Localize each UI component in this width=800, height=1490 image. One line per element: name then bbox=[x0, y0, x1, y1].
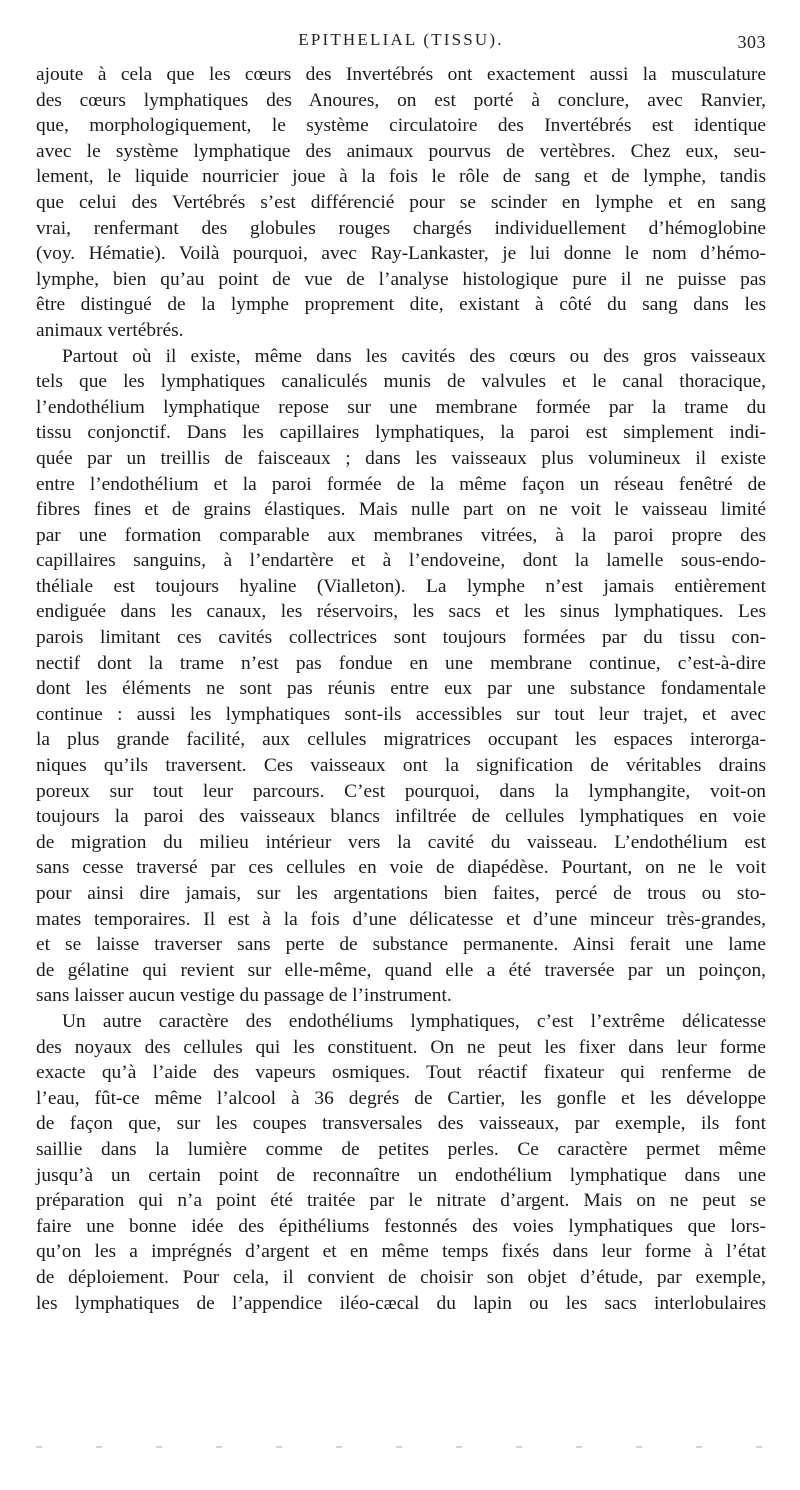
text-line: endiguée dans les canaux, les réservoirs, les sacs et les sinus lymphatiques. Les bbox=[36, 601, 766, 623]
text-line: de déploiement. Pour cela, il convient de choisir son objet d’étude, par exemple, bbox=[36, 1266, 766, 1288]
running-title: EPITHELIAL (TISSU). bbox=[298, 30, 504, 49]
text-line: (voy. Hématie). Voilà pourquoi, avec Ray-Lankaster, je lui donne le nom d’hémo- bbox=[36, 243, 766, 265]
text-line: de migration du milieu intérieur vers la cavité du vaisseau. L’endothélium est bbox=[36, 831, 766, 853]
text-line: de façon que, sur les coupes transversales des vaisseaux, par exemple, ils font bbox=[36, 1113, 766, 1135]
text-line: exacte qu’à l’aide des vapeurs osmiques. Tout réactif fixateur qui renferme de bbox=[36, 1062, 766, 1084]
text-line: que, morphologiquement, le système circulatoire des Invertébrés est identique bbox=[36, 115, 766, 137]
text-line: l’eau, fût-ce même l’alcool à 36 degrés de Cartier, les gonfle et les développe bbox=[36, 1087, 766, 1109]
text-line: que celui des Vertébrés s’est différencié pour se scinder en lymphe et en sang bbox=[36, 191, 766, 213]
text-line: nectif dont la trame n’est pas fondue en une membrane continue, c’est-à-dire bbox=[36, 652, 766, 674]
text-line: et se laisse traverser sans perte de substance permanente. Ainsi ferait une lame bbox=[36, 934, 766, 956]
text-line: tissu conjonctif. Dans les capillaires lymphatiques, la paroi est simplement indi- bbox=[36, 422, 766, 444]
text-line: l’endothélium lymphatique repose sur une membrane formée par la trame du bbox=[36, 396, 766, 418]
text-line: animaux vertébrés. bbox=[36, 319, 184, 341]
text-line: lymphe, bien qu’au point de vue de l’analyse histologique pure il ne puisse pas bbox=[36, 268, 766, 290]
text-line: fibres fines et de grains élastiques. Mais nulle part on ne voit le vaisseau limité bbox=[36, 499, 766, 521]
text-line: des cœurs lymphatiques des Anoures, on est porté à conclure, avec Ranvier, bbox=[36, 89, 766, 111]
text-line: de gélatine qui revient sur elle-même, quand elle a été traversée par un poinçon, bbox=[36, 959, 766, 981]
text-line: sans laisser aucun vestige du passage de l’instrument. bbox=[36, 985, 452, 1007]
paragraph-start-line: Partout où il existe, même dans les cavités des cœurs ou des gros vaisseaux bbox=[62, 345, 766, 367]
text-line: quée par un treillis de faisceaux ; dans les vaisseaux plus volumineux il existe bbox=[36, 447, 766, 469]
text-line: par une formation comparable aux membranes vitrées, à la paroi propre des bbox=[36, 524, 766, 546]
text-line: entre l’endothélium et la paroi formée de la même façon un réseau fenêtré de bbox=[36, 473, 766, 495]
text-line: mates temporaires. Il est à la fois d’une délicatesse et d’une minceur très-grandes, bbox=[36, 908, 766, 930]
text-line: être distingué de la lymphe proprement dite, existant à côté du sang dans les bbox=[36, 294, 766, 316]
text-line: des noyaux des cellules qui les constituent. On ne peut les fixer dans leur forme bbox=[36, 1036, 766, 1058]
text-line: théliale est toujours hyaline (Vialleton). La lymphe n’est jamais entièrement bbox=[36, 575, 766, 597]
bottom-scan-marks bbox=[36, 1446, 766, 1448]
paragraph-start-line: Un autre caractère des endothéliums lymphatiques, c’est l’extrême délicatesse bbox=[62, 1010, 766, 1032]
text-line: qu’on les a imprégnés d’argent et en même temps fixés dans leur forme à l’état bbox=[36, 1241, 766, 1263]
text-line: ajoute à cela que les cœurs des Invertébrés ont exactement aussi la musculature bbox=[36, 64, 766, 85]
text-line: dont les éléments ne sont pas réunis entre eux par une substance fondamentale bbox=[36, 678, 766, 700]
text-line: toujours la paroi des vaisseaux blancs infiltrée de cellules lymphatiques en voie bbox=[36, 806, 766, 828]
running-header bbox=[36, 30, 766, 54]
text-line: les lymphatiques de l’appendice iléo-cæcal du lapin ou les sacs interlobulaires bbox=[36, 1292, 766, 1314]
text-line: la plus grande facilité, aux cellules migratrices occupant les espaces interorga- bbox=[36, 729, 766, 751]
text-line: vrai, renfermant des globules rouges chargés individuellement d’hémoglobine bbox=[36, 217, 766, 239]
text-line: préparation qui n’a point été traitée par le nitrate d’argent. Mais on ne peut se bbox=[36, 1190, 766, 1212]
page-number: 303 bbox=[737, 32, 766, 52]
text-line: saillie dans la lumière comme de petites perles. Ce caractère permet même bbox=[36, 1138, 766, 1160]
text-line: faire une bonne idée des épithéliums festonnés des voies lymphatiques que lors- bbox=[36, 1215, 766, 1237]
text-line: pour ainsi dire jamais, sur les argentations bien faites, percé de trous ou sto- bbox=[36, 883, 766, 904]
text-line: jusqu’à un certain point de reconnaître un endothélium lymphatique dans une bbox=[36, 1164, 766, 1186]
text-line: poreux sur tout leur parcours. C’est pourquoi, dans la lymphangite, voit-on bbox=[36, 780, 766, 802]
text-line: continue : aussi les lymphatiques sont-ils accessibles sur tout leur trajet, et avec bbox=[36, 703, 766, 725]
text-line: capillaires sanguins, à l’endartère et à l’endoveine, dont la lamelle sous-endo- bbox=[36, 550, 766, 572]
text-line: avec le système lymphatique des animaux pourvus de vertèbres. Chez eux, seu- bbox=[36, 140, 766, 162]
text-line: niques qu’ils traversent. Ces vaisseaux ont la signification de véritables drains bbox=[36, 755, 766, 777]
text-line: tels que les lymphatiques canaliculés munis de valvules et le canal thoracique, bbox=[36, 371, 766, 393]
body-text bbox=[36, 62, 766, 1316]
text-line: sans cesse traversé par ces cellules en voie de diapédèse. Pourtant, on ne le voit bbox=[36, 857, 766, 879]
text-line: parois limitant ces cavités collectrices sont toujours formées par du tissu con- bbox=[36, 627, 766, 649]
text-line: lement, le liquide nourricier joue à la fois le rôle de sang et de lymphe, tandis bbox=[36, 166, 766, 188]
